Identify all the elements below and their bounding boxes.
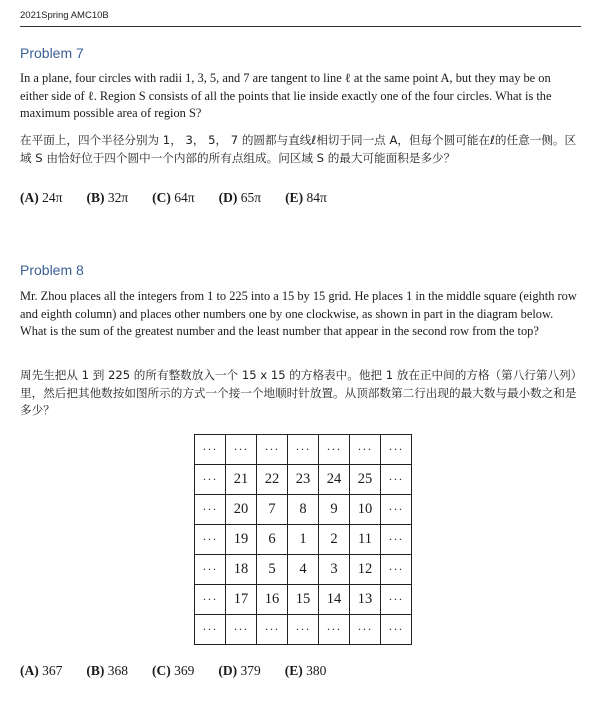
grid-row	[195, 585, 412, 615]
grid-cell: 11	[350, 525, 381, 555]
grid-cell: ···	[226, 615, 257, 645]
grid-cell: 8	[288, 495, 319, 525]
grid-cell: 13	[350, 585, 381, 615]
grid-cell: 1	[288, 525, 319, 555]
grid-cell: ···	[381, 555, 412, 585]
grid-row	[195, 465, 412, 495]
grid-cell: ···	[381, 435, 412, 465]
grid-cell: ···	[381, 525, 412, 555]
page-header	[20, 10, 581, 27]
grid-cell: ···	[319, 615, 350, 645]
grid-cell: 18	[226, 555, 257, 585]
grid-cell: 25	[350, 465, 381, 495]
grid-cell: ···	[350, 435, 381, 465]
grid-cell: ···	[195, 435, 226, 465]
grid-cell: ···	[195, 465, 226, 495]
problem-8-chinese: 周先生把从 1 到 225 的所有整数放入一个 15 x 15 的方格表中。他把 1 放在正中间的方格（第八行第八列）里，然后把其他数按如图所示的方式一个接一个地顺时针放置。从顶部数第二行出现的最大数与最小数之和是多少？	[20, 368, 577, 417]
grid-cell: 15	[288, 585, 319, 615]
spiral-number-grid	[194, 434, 412, 645]
problem-7-chinese: 在平面上，四个半径分别为 1， 3， 5， 7 的圆都与直线ℓ相切于同一点 A，但每个圆可能在ℓ的任意一侧。区域 S 由恰好位于四个圆中一个内部的所有点组成。问区域 S 的最大可能面积是多少？	[20, 133, 577, 165]
problem-7-choice-e: (E) 84π	[285, 190, 327, 205]
grid-cell: 22	[257, 465, 288, 495]
grid-cell: 2	[319, 525, 350, 555]
grid-cell: ···	[319, 435, 350, 465]
grid-row	[195, 555, 412, 585]
grid-cell: 9	[319, 495, 350, 525]
grid-cell: ···	[350, 615, 381, 645]
grid-cell: 16	[257, 585, 288, 615]
problem-8-choice-a: (A) 367	[20, 663, 63, 678]
problem-8-choice-e: (E) 380	[284, 663, 327, 678]
problem-7-choice-d: (D) 65π	[218, 190, 262, 205]
grid-cell: 20	[226, 495, 257, 525]
grid-cell: ···	[195, 585, 226, 615]
grid-cell: 14	[319, 585, 350, 615]
grid-cell: ···	[381, 465, 412, 495]
problem-7-choice-b: (B) 32π	[86, 190, 129, 205]
grid-cell: 5	[257, 555, 288, 585]
grid-cell: ···	[195, 525, 226, 555]
problem-7-choices	[20, 190, 351, 206]
grid-cell: ···	[381, 495, 412, 525]
problem-7-title: Problem 7	[20, 45, 84, 61]
grid-row	[195, 495, 412, 525]
problem-7-choice-a: (A) 24π	[20, 190, 63, 205]
grid-row	[195, 435, 412, 465]
grid-cell: 6	[257, 525, 288, 555]
grid-cell: 23	[288, 465, 319, 495]
grid-cell: ···	[195, 495, 226, 525]
grid-cell: ···	[288, 615, 319, 645]
grid-cell: ···	[257, 435, 288, 465]
grid-cell: 12	[350, 555, 381, 585]
grid-row	[195, 525, 412, 555]
problem-8-choice-d: (D) 379	[218, 663, 261, 678]
problem-8-choice-c: (C) 369	[152, 663, 195, 678]
problem-7-english: In a plane, four circles with radii 1, 3, 5, and 7 are tangent to line ℓ at the same point A, but they may be on either side of ℓ. Region S consists of all the points that lie inside exactly one of the four circles. What is the maximum possible area of region S?	[20, 71, 552, 120]
document-title: 2021Spring AMC10B	[20, 10, 109, 21]
grid-cell: 3	[319, 555, 350, 585]
grid-cell: ···	[288, 435, 319, 465]
grid-row	[195, 615, 412, 645]
grid-cell: ···	[381, 585, 412, 615]
problem-7-choice-c: (C) 64π	[152, 190, 195, 205]
problem-8-choices	[20, 663, 350, 679]
grid-cell: ···	[195, 555, 226, 585]
grid-cell: ···	[226, 435, 257, 465]
grid-cell: 10	[350, 495, 381, 525]
grid-cell: ···	[381, 615, 412, 645]
grid-cell: 4	[288, 555, 319, 585]
problem-8-choice-b: (B) 368	[86, 663, 128, 678]
grid-cell: 17	[226, 585, 257, 615]
grid-cell: 21	[226, 465, 257, 495]
problem-8-english: Mr. Zhou places all the integers from 1 to 225 into a 15 by 15 grid. He places 1 in the middle square (eighth row and eighth column) and places other numbers one by one clockwise, as shown in part in the diagram below. What is the sum of the greatest number and the least number that appear in the second row from the top?	[20, 289, 577, 338]
grid-cell: ···	[195, 615, 226, 645]
grid-cell: ···	[257, 615, 288, 645]
problem-8-title: Problem 8	[20, 262, 84, 278]
grid-cell: 24	[319, 465, 350, 495]
grid-cell: 19	[226, 525, 257, 555]
grid-cell: 7	[257, 495, 288, 525]
